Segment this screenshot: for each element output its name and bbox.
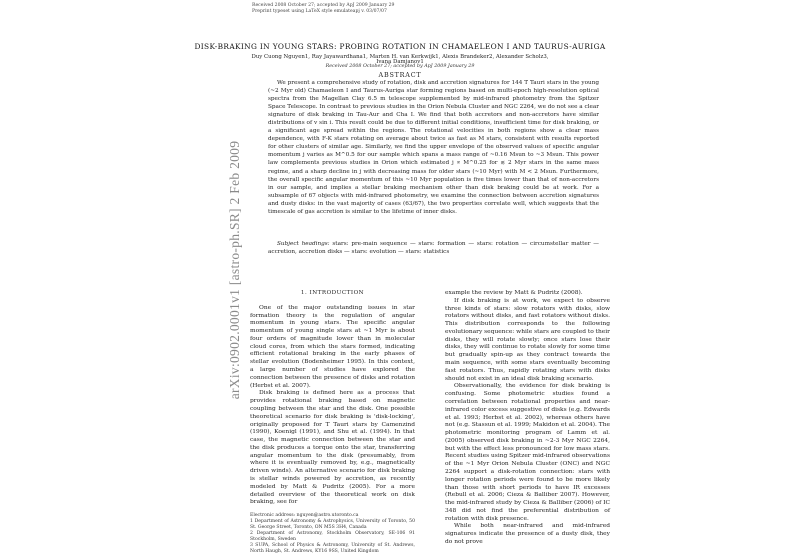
footnote-email: Electronic address: nguyen@astro.utoronto.ca	[250, 513, 359, 519]
footnotes	[250, 513, 415, 554]
subject-headings-label: Subject headings:	[277, 241, 330, 247]
authors-line-1: Duy Cuong Nguyen1, Ray Jayawardhana1, Marten H. van Kerkwijk1, Alexis Brandeker2, Alexander Scholz3,	[251, 54, 549, 60]
section-heading-introduction: 1. INTRODUCTION	[300, 290, 365, 296]
authors-line-2: Ivana Damjanov1	[376, 58, 424, 65]
received-header-line: Received 2008 October 27; accepted by ApJ 2009 January 29	[252, 3, 395, 8]
right-paragraph: If disk braking is at work, we expect to observe three kinds of stars: slow rotators with disks, slow rotators without disks, and fast rotators without disks. This distribution corresponds to the following evolutionary sequence: while stars are coupled to their disks, they will rotate slowly; once stars lose their disks, they will continue to rotate slowly for some time but gradually spin-up as they contract towards the main sequence, with some stars eventually becoming fast rotators. Thus, rapidly rotating stars with disks should not exist in an ideal disk braking scenario.	[445, 297, 610, 382]
footnote-affiliation-2: 2 Department of Astronomy, Stockholm Observatory, SE-106 91 Stockholm, Sweden	[250, 530, 415, 542]
left-paragraph: One of the major outstanding issues in star formation theory is the regulation of angular momentum in young stars. The specific angular momentum of young single stars at ~1 Myr is about four orders of magnitude lower than in molecular cloud cores, from which the stars formed, indicating efficient rotational braking in the early phases of stellar evolution (Bodenheimer 1995). In this context, a large number of studies have explored the connection between the presence of disks and rotation (Herbst et al. 2007).	[250, 304, 415, 389]
right-paragraph: While both near-infrared and mid-infrared signatures indicate the presence of a dusty disk, they do not prove	[445, 523, 610, 545]
paper-title: DISK-BRAKING IN YOUNG STARS: PROBING ROTATION IN CHAMAELEON I AND TAURUS-AURIGA	[194, 42, 606, 51]
subject-headings-text: stars: pre-main sequence — stars: formation — stars: rotation — circumstellar matter — accretion, accretion disks — stars: evolution — stars: statistics	[268, 241, 599, 256]
footnote-affiliation-3: 3 SUPA, School of Physics & Astronomy, University of St. Andrews, North Haugh, St. Andrews, KY16 9SS, United Kingdom	[250, 542, 415, 554]
received-date-line: Received 2008 October 27; accepted by ApJ 2009 January 29	[325, 63, 475, 69]
arxiv-stamp-text: arXiv:0902.0001v1 [astro-ph.SR] 2 Feb 2009	[227, 140, 242, 400]
left-paragraph: Disk braking is defined here as a process that provides rotational braking based on magnetic coupling between the star and the disk. One possible theoretical scenario for disk braking is 'disk-locking', originally proposed for T Tauri stars by Camenzind (1990), Koenigl (1991), and Shu et al. (1994). In that case, the magnetic connection between the star and the disk produces a torque onto the star, transferring angular momentum to the disk (presumably, from where it is eventually removed by, e.g., magnetically driven winds). An alternative scenario for disk braking is stellar winds powered by accretion, as recently modeled by Matt & Pudritz (2005). For a more detailed overview of the theoretical work on disk braking, see for	[250, 390, 415, 506]
footnote-affiliation-1: 1 Department of Astronomy & Astrophysics, University of Toronto, 50 St. George Street, Toronto, ON M5S 3H4, Canada	[250, 519, 415, 530]
right-column	[445, 290, 610, 547]
right-paragraph: example the review by Matt & Pudritz (2008).	[445, 290, 583, 296]
abstract-text: We present a comprehensive study of rotation, disk and accretion signatures for 144 T Tauri stars in the young (~2 Myr old) Chamaeleon I and Taurus-Auriga star forming regions based on multi-epoch high-resolution optical spectra from the Magellan Clay 6.5 m telescope supplemented by mid-infrared photometry from the Spitzer Space Telescope. In contrast to previous studies in the Orion Nebula Cluster and NGC 2264, we do not see a clear signature of disk braking in Tau-Aur and Cha I. We find that both accretors and non-accretors have similar distributions of v sin i. This result could be due to different initial conditions, insufficient time for disk braking, or a significant age spread within the regions. The rotational velocities in both regions show a clear mass dependence, with F-K stars rotating on average about twice as fast as M stars, consistent with results reported for other clusters of similar age. Similarly, we find the upper envelope of the observed values of specific angular momentum j varies as M^0.5 for our sample which spans a mass range of ~0.16 Msun to ~3 Msun. This power law complements previous studies in Orion which estimated j ∝ M^0.25 for ≲ 2 Myr stars in the same mass regime, and a sharp decline in j with decreasing mass for older stars (~10 Myr) with M < 2 Msun. Furthermore, the overall specific angular momentum of this ~10 Myr population is five times lower than that of non-accretors in our sample, and implies a stellar braking mechanism other than disk braking could be at work. For a subsample of 67 objects with mid-infrared photometry, we examine the connection between accretion signatures and dusty disks: in the vast majority of cases (63/67), the two properties correlate well, which suggests that the timescale of gas accretion is similar to the lifetime of inner disks.	[268, 80, 599, 215]
abstract-heading: ABSTRACT	[378, 71, 422, 79]
right-paragraph: Observationally, the evidence for disk braking is confusing. Some photometric studies found a correlation between rotational properties and near-infrared color excess suggestive of disks (e.g. Edwards et al. 1993; Herbst et al. 2002), whereas others have not (e.g. Stassun et al. 1999; Makidon et al. 2004). The photometric monitoring program of Lamm et al. (2005) observed disk braking in ~2-3 Myr NGC 2264, but with the effect less pronounced for low mass stars. Recent studies using Spitzer mid-infrared observations of the ~1 Myr Orion Nebula Cluster (ONC) and NGC 2264 support a disk-rotation connection: stars with longer rotation periods were found to be more likely than those with short periods to have IR excesses (Rebull et al. 2006; Cieza & Balliber 2007). However, the mid-infrared study by Cieza & Balliber (2006) of IC 348 did not find the preferential distribution of rotation with disk presence.	[445, 383, 610, 522]
subject-headings	[268, 240, 599, 256]
preprint-header-line: Preprint typeset using LaTeX style emulateapj v. 03/07/07	[252, 9, 387, 14]
left-column	[250, 290, 415, 554]
